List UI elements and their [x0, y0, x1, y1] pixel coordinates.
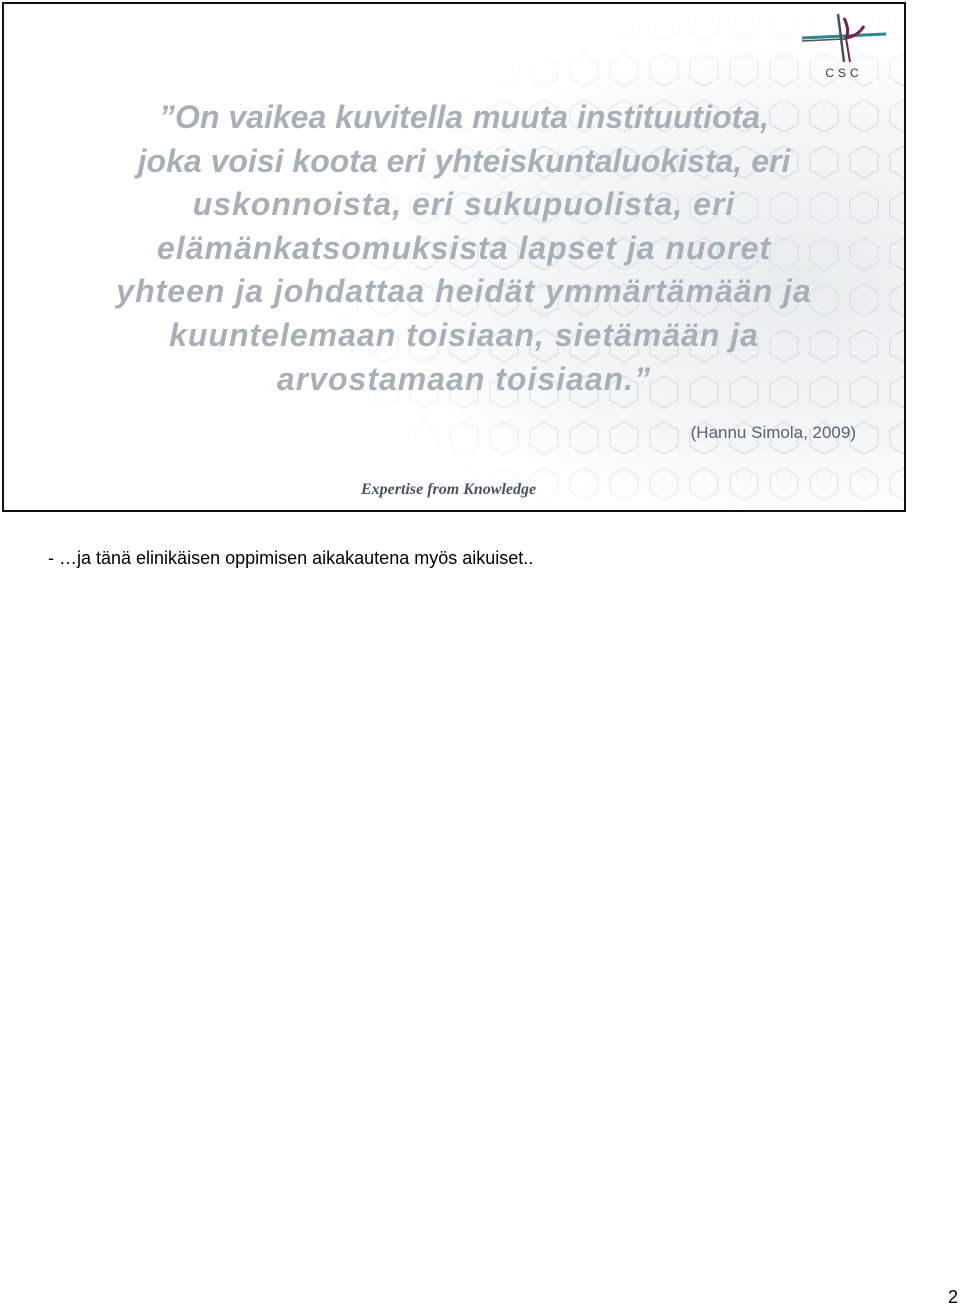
quote-line: elämänkatsomuksista lapset ja nuoret: [157, 229, 771, 266]
csc-logo-text: CSC: [825, 66, 863, 80]
quote-attribution: (Hannu Simola, 2009): [690, 423, 856, 442]
slide: [2, 2, 906, 512]
quote-line: ”On vaikea kuvitella muuta instituutiota,: [159, 99, 769, 135]
quote-line: joka voisi koota eri yhteiskuntaluokista, eri: [137, 142, 791, 179]
page-number: 2: [947, 1287, 958, 1307]
quote-line: arvostamaan toisiaan.”: [276, 360, 652, 397]
quote-line: kuuntelemaan toisiaan, sietämään ja: [169, 316, 759, 353]
slide-note: - …ja tänä elinikäisen oppimisen aikakautena myös aikuiset..: [48, 548, 534, 568]
csc-logo-icon: [798, 12, 890, 64]
csc-logo: [798, 12, 890, 80]
quote: [44, 96, 884, 401]
quote-line: yhteen ja johdattaa heidät ymmärtämään ja: [116, 273, 812, 310]
tagline: Expertise from Knowledge: [361, 481, 537, 498]
quote-line: uskonnoista, eri sukupuolista, eri: [192, 186, 736, 223]
